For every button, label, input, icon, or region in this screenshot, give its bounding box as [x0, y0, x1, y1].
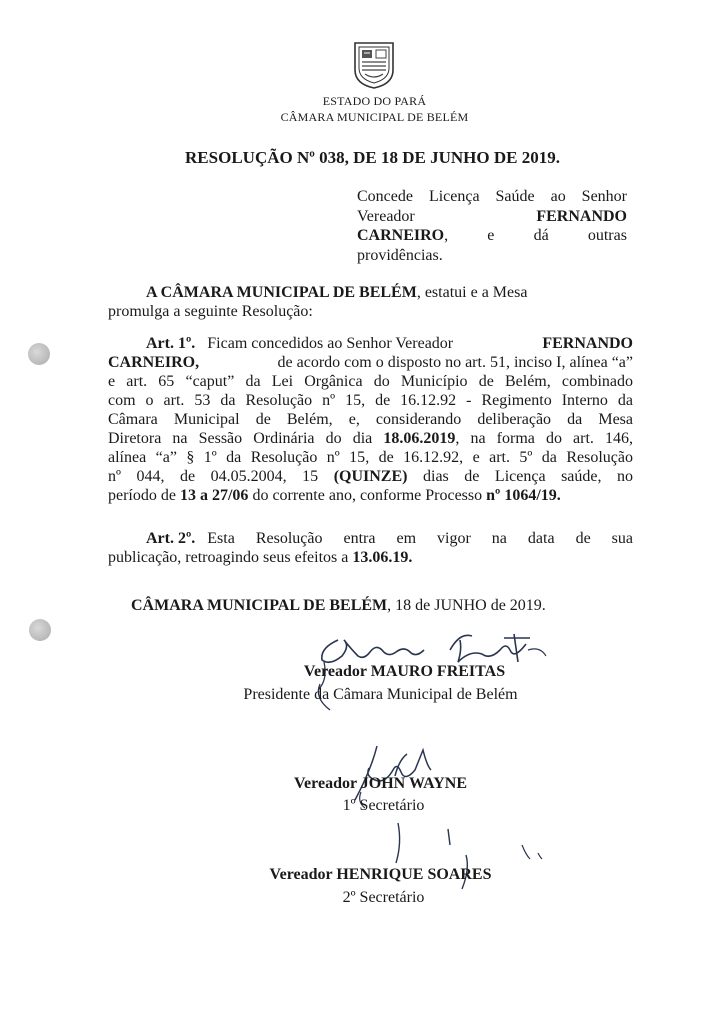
article-line	[108, 353, 633, 372]
article-line: com o art. 53 da Resolução nº 15, de 16.12.92 - Regimento Interno da	[108, 392, 633, 409]
ementa-text: e	[487, 227, 495, 244]
ementa-line: Concede Licença Saúde ao Senhor	[357, 188, 627, 205]
ementa-block	[357, 187, 627, 265]
article-line: e art. 65 “caput” da Lei Orgânica do Município de Belém, combinado	[108, 373, 633, 390]
article-text: período de	[108, 487, 176, 504]
article-2	[108, 529, 633, 567]
article-text	[146, 334, 453, 353]
closing-line	[131, 597, 546, 615]
ementa-name: CARNEIRO	[357, 227, 445, 244]
article-text: publicação, retroagindo seus efeitos a	[108, 549, 349, 566]
chamber-heading: CÂMARA MUNICIPAL DE BELÉM	[280, 110, 469, 124]
article-text: nº 044, de 04.05.2004, 15	[108, 468, 319, 485]
article-line	[108, 334, 633, 353]
article-text: Esta Resolução entra em vigor na data de sua	[207, 530, 633, 547]
ementa-text	[357, 226, 448, 246]
article-process: nº 1064/19.	[486, 487, 561, 504]
ementa-line: providências.	[357, 246, 443, 264]
signer-role: 2º Secretário	[342, 889, 425, 906]
signer-name: Vereador MAURO FREITAS	[303, 663, 506, 680]
article-line	[108, 529, 633, 548]
ementa-text: outras	[587, 227, 627, 244]
article-bold: (QUINZE)	[333, 468, 408, 485]
article-line: Câmara Municipal de Belém, e, considerando deliberação da Mesa	[108, 411, 633, 428]
article-name: CARNEIRO,	[108, 354, 200, 371]
closing-date: , 18 de JUNHO de 2019.	[387, 597, 546, 614]
ementa-text: dá	[533, 227, 549, 244]
article-text: Ficam concedidos ao Senhor Vereador	[207, 335, 454, 352]
article-line	[108, 467, 633, 486]
article-line: alínea “a” § 1º da Resolução nº 15, de 16.12.92, e art. 5º da Resolução	[108, 449, 633, 466]
signer-name: Vereador HENRIQUE SOARES	[269, 866, 492, 883]
article-name: FERNANDO	[542, 335, 633, 352]
article-line	[108, 486, 633, 505]
ementa-comma: ,	[444, 227, 449, 244]
article-line	[108, 548, 633, 567]
punch-hole-icon	[29, 619, 51, 641]
ementa-line	[357, 207, 627, 227]
ementa-text: Vereador	[357, 207, 415, 225]
signer-role: Presidente da Câmara Municipal de Belém	[243, 686, 518, 703]
ementa-line	[357, 226, 627, 246]
signer-name: Vereador JOHN WAYNE	[293, 775, 468, 792]
article-label: Art. 2º.	[146, 530, 196, 547]
article-1	[108, 334, 633, 505]
article-label: Art. 1º.	[146, 335, 196, 352]
preamble-line: promulga a seguinte Resolução:	[108, 303, 313, 320]
article-text: do corrente ano, conforme Processo	[252, 487, 483, 504]
article-text: Diretora na Sessão Ordinária do dia	[108, 430, 373, 447]
coat-of-arms-icon	[351, 40, 397, 90]
punch-hole-icon	[28, 343, 50, 365]
preamble-bold: A CÂMARA MUNICIPAL DE BELÉM	[146, 284, 417, 301]
article-date: 13.06.19.	[352, 549, 413, 566]
article-date: 18.06.2019	[383, 430, 456, 447]
article-bold: 13 a 27/06	[179, 487, 249, 504]
preamble	[108, 283, 633, 321]
article-line	[108, 429, 633, 448]
article-text: , na forma do art. 146,	[455, 430, 634, 447]
article-text: de acordo com o disposto no art. 51, inciso I, alínea “a”	[277, 354, 633, 371]
state-heading: ESTADO DO PARÁ	[322, 94, 427, 108]
preamble-text: , estatui e a Mesa	[416, 284, 528, 301]
closing-bold: CÂMARA MUNICIPAL DE BELÉM	[131, 597, 388, 614]
signer-role: 1º Secretário	[342, 797, 425, 814]
article-text: dias de Licença saúde, no	[423, 468, 634, 485]
preamble-line	[108, 283, 633, 302]
ementa-name: FERNANDO	[536, 207, 627, 225]
page-title: RESOLUÇÃO Nº 038, DE 18 DE JUNHO DE 2019.	[185, 148, 560, 167]
